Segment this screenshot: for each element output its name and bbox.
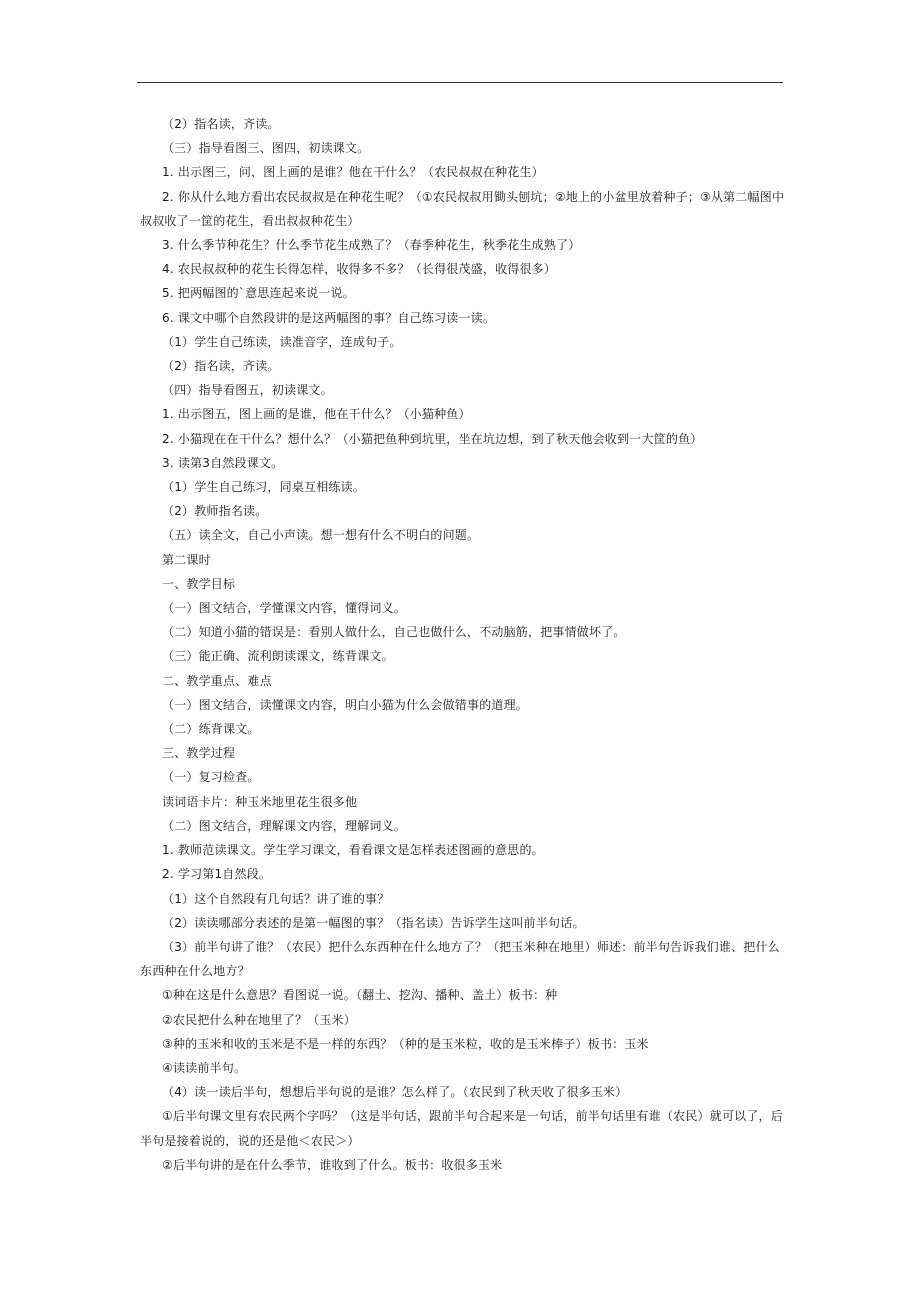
paragraph: （一）复习检查。 [162,770,260,785]
paragraph: ①种在这是什么意思？看图说一说。（翻土、挖沟、播种、盖土）板书：种 [162,988,558,1003]
paragraph: ②后半句讲的是在什么季节，谁收到了什么。板书：收很多玉米 [162,1157,503,1172]
paragraph: ②农民把什么种在地里了？（玉米） [162,1012,356,1027]
paragraph: （一）图文结合，学懂课文内容，懂得词义。 [162,601,407,616]
section-heading: （三）指导看图三、图四，初读课文。 [162,141,370,156]
paragraph: （2）指名读，齐读。 [162,117,280,131]
paragraph: （2）教师指名读。 [162,504,268,519]
paragraph: （一）图文结合，读懂课文内容，明白小猫为什么会做错事的道理。 [162,697,529,712]
paragraph: 6. 课文中哪个自然段讲的是这两幅图的事？自己练习读一读。 [162,310,496,325]
header-rule [137,82,783,83]
paragraph: （二）知道小猫的错误是：看别人做什么，自己也做什么，不动脑筋，把事情做坏了。 [162,625,626,640]
paragraph: 3. 读第3自然段课文。 [162,455,284,470]
paragraph: （2）指名读，齐读。 [162,359,280,374]
paragraph: ④读读前半句。 [162,1060,247,1075]
paragraph: 读词语卡片：种玉米地里花生很多他 [162,794,358,809]
paragraph: （2）读读哪部分表述的是第一幅图的事？（指名读）告诉学生这叫前半句话。 [162,915,585,930]
section-heading: 二、教学重点、难点 [162,673,272,688]
paragraph: 1. 出示图三，问，图上画的是谁？他在干什么？（农民叔叔在种花生） [162,165,544,180]
paragraph: （三）能正确、流利朗读课文，练背课文。 [162,649,394,664]
paragraph: 1. 教师范读课文。学生学习课文，看看课文是怎样表述图画的意思的。 [162,843,544,858]
paragraph: 2. 你从什么地方看出农民叔叔是在种花生呢？（①农民叔叔用锄头刨坑；②地上的小盆里放着种子；③从第二幅图中叔叔收了一筐的花生，看出叔叔种花生） [140,189,785,228]
paragraph: ③种的玉米和收的玉米是不是一样的东西？（种的是玉米粒，收的是玉米棒子）板书：玉米 [162,1036,649,1051]
section-heading: 一、教学目标 [162,576,236,591]
paragraph: 5. 把两幅图的`意思连起来说一说。 [162,286,355,301]
paragraph: （1）这个自然段有几句话？讲了谁的事？ [162,891,390,906]
section-heading: （五）读全文，自己小声读。想一想有什么不明白的问题。 [162,528,480,543]
paragraph: （1）学生自己练习，同桌互相练读。 [162,480,366,495]
document-body [140,112,790,1177]
paragraph: 2. 学习第1自然段。 [162,867,272,882]
paragraph: 3. 什么季节种花生？什么季节花生成熟了？（春季种花生，秋季花生成熟了） [162,238,581,253]
paragraph: 2. 小猫现在在干什么？想什么？（小猫把鱼种到坑里，坐在坑边想，到了秋天他会收到一大筐的鱼） [162,431,703,446]
paragraph: 4. 农民叔叔种的花生长得怎样，收得多不多？（长得很茂盛，收得很多） [162,262,557,277]
section-heading: 三、教学过程 [162,746,236,761]
paragraph: 1. 出示图五，图上画的是谁，他在干什么？（小猫种鱼） [162,407,471,422]
paragraph: （3）前半句讲了谁？（农民）把什么东西种在什么地方了？（把玉米种在地里）师述：前半句告诉我们谁、把什么东西种在什么地方？ [140,939,780,979]
paragraph: （1）学生自己练读，读准音字，连成句子。 [162,334,402,349]
paragraph: （二）图文结合，理解课文内容，理解词义。 [162,818,407,833]
lesson-heading: 第二课时 [162,552,211,567]
section-heading: （四）指导看图五，初读课文。 [162,383,333,398]
paragraph: ①后半句课文里有农民两个字吗？（这是半句话，跟前半句合起来是一句话，前半句话里有谁（农民）就可以了，后半句是接着说的，说的还是他＜农民＞） [140,1109,783,1148]
paragraph: （二）练背课文。 [162,722,260,737]
paragraph: （4）读一读后半句，想想后半句说的是谁？怎么样了。（农民到了秋天收了很多玉米） [162,1085,628,1100]
